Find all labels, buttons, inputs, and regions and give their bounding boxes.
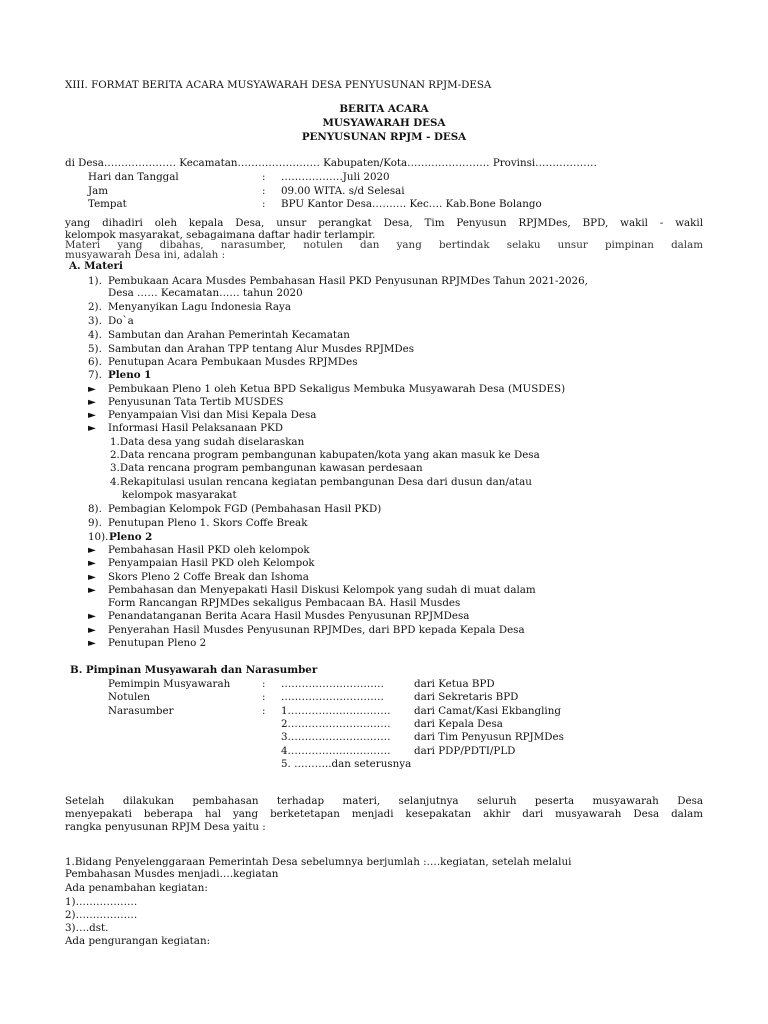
list-item-marker: 6). — [88, 356, 102, 368]
list-item-text: Penyampaian Hasil PKD oleh Kelompok — [108, 557, 315, 569]
bullet-arrow-icon: ► — [88, 409, 96, 421]
bullet-arrow-icon: ► — [88, 396, 96, 408]
role-from: dari Ketua BPD — [414, 678, 495, 690]
closing-line: 2)……………… — [65, 909, 138, 921]
role-fill: 5. ………..dan seterusnya — [281, 758, 412, 770]
details-time-value: 09.00 WITA. s/d Selesai — [281, 185, 405, 197]
list-item-text: Penandatanganan Berita Acara Hasil Musdes Penyusunan RPJMDesa — [108, 610, 470, 622]
details-place-value: BPU Kantor Desa………. Kec…. Kab.Bone Bolango — [281, 198, 542, 210]
closing-line: Ada pengurangan kegiatan: — [65, 935, 211, 947]
list-item-text: Penyampaian Visi dan Misi Kepala Desa — [108, 409, 317, 421]
bullet-arrow-icon: ► — [88, 584, 96, 596]
list-item-text: Do`a — [108, 315, 134, 327]
role-fill: ………………………… — [281, 678, 384, 690]
list-item-text: Penutupan Acara Pembukaan Musdes RPJMDes — [108, 356, 358, 368]
list-item-marker: 9). — [88, 517, 102, 529]
bullet-arrow-icon: ► — [88, 422, 96, 434]
bullet-arrow-icon: ► — [88, 544, 96, 556]
list-item-text: Form Rancangan RPJMDes sekaligus Pembacaan BA. Hasil Musdes — [108, 597, 461, 609]
list-item-text: Sambutan dan Arahan Pemerintah Kecamatan — [108, 329, 350, 341]
list-item-text: Informasi Hasil Pelaksanaan PKD — [108, 422, 283, 434]
list-item-text: 3.Data rencana program pembangunan kawasan perdesaan — [110, 462, 423, 474]
list-item-marker: 2). — [88, 301, 102, 313]
list-item-marker: 3). — [88, 315, 102, 327]
role-fill: ………………………… — [281, 691, 384, 703]
bullet-arrow-icon: ► — [88, 610, 96, 622]
list-item-marker: 5). — [88, 343, 102, 355]
list-item-text: Penutupan Pleno 2 — [108, 637, 207, 649]
list-item-text: Pembahasan Hasil PKD oleh kelompok — [108, 544, 310, 556]
closing-line: Pembahasan Musdes menjadi….kegiatan — [65, 868, 279, 880]
bullet-arrow-icon: ► — [88, 637, 96, 649]
role-sep: : — [262, 678, 266, 690]
closing-line: 3)….dst. — [65, 922, 109, 934]
list-item-marker: 4). — [88, 329, 102, 341]
title-line-1: BERITA ACARA — [339, 103, 429, 115]
list-item-text: Penyerahan Hasil Musdes Penyusunan RPJMDes, dari BPD kepada Kepala Desa — [108, 624, 525, 636]
list-item-marker: 7). — [88, 369, 102, 381]
details-place-label: Tempat — [88, 198, 127, 210]
role-label: Narasumber — [108, 705, 174, 717]
list-item-text: kelompok masyarakat — [122, 489, 237, 501]
list-item-text: Pembukaan Acara Musdes Pembahasan Hasil PKD Penyusunan RPJMDes Tahun 2021-2026, — [108, 275, 588, 287]
intro-line-1: yang dihadiri oleh kepala Desa, unsur perangkat Desa, Tim Penyusun RPJMDes, BPD, wakil - wakil — [65, 217, 703, 229]
list-item-marker: 10). — [88, 531, 109, 543]
closing-line: Ada penambahan kegiatan: — [65, 882, 208, 894]
pleno-2-label: Pleno 2 — [109, 531, 153, 543]
role-from: dari Sekretaris BPD — [414, 691, 519, 703]
section-a-title: A. Materi — [69, 260, 123, 272]
list-item-text: Skors Pleno 2 Coffe Break dan Ishoma — [108, 571, 309, 583]
role-from: dari Kepala Desa — [414, 718, 503, 730]
bullet-arrow-icon: ► — [88, 624, 96, 636]
bullet-arrow-icon: ► — [88, 557, 96, 569]
role-label: Notulen — [108, 691, 150, 703]
role-fill: 2………………………… — [281, 718, 391, 730]
list-item-text: Sambutan dan Arahan TPP tentang Alur Musdes RPJMDes — [108, 343, 415, 355]
role-label: Pemimpin Musyawarah — [108, 678, 231, 690]
list-item-marker: 8). — [88, 503, 102, 515]
intro-line-3: Materi yang dibahas, narasumber, notulen dan yang bertindak selaku unsur pimpinan dalam — [65, 239, 703, 251]
title-line-2: MUSYAWARAH DESA — [322, 117, 446, 129]
bullet-arrow-icon: ► — [88, 383, 96, 395]
document-heading: XIII. FORMAT BERITA ACARA MUSYAWARAH DESA PENYUSUNAN RPJM-DESA — [65, 79, 492, 91]
title-line-3: PENYUSUNAN RPJM - DESA — [301, 131, 467, 143]
list-item-text: Pembagian Kelompok FGD (Pembahasan Hasil PKD) — [108, 503, 382, 515]
details-time-sep: : — [262, 185, 266, 197]
bullet-arrow-icon: ► — [88, 571, 96, 583]
role-from: dari Tim Penyusun RPJMDes — [414, 731, 564, 743]
details-date-value: ………………Juli 2020 — [281, 171, 390, 183]
role-from: dari PDP/PDTI/PLD — [414, 745, 516, 757]
role-from: dari Camat/Kasi Ekbangling — [414, 705, 561, 717]
list-item-text: Penutupan Pleno 1. Skors Coffe Break — [108, 517, 308, 529]
list-item-text: 2.Data rencana program pembangunan kabupaten/kota yang akan masuk ke Desa — [110, 449, 540, 461]
role-fill: 3………………………… — [281, 731, 391, 743]
intro-line-4: musyawarah Desa ini, adalah : — [65, 249, 226, 261]
list-item-text: 1.Data desa yang sudah diselaraskan — [110, 436, 305, 448]
details-time-label: Jam — [88, 185, 109, 197]
role-fill: 4………………………… — [281, 745, 391, 757]
list-item-text: Menyanyikan Lagu Indonesia Raya — [108, 301, 292, 313]
closing-line: 1.Bidang Penyelenggaraan Pemerintah Desa sebelumnya berjumlah :….kegiatan, setelah melalui — [65, 856, 572, 868]
list-item-text: Pembukaan Pleno 1 oleh Ketua BPD Sekaligus Membuka Musyawarah Desa (MUSDES) — [108, 383, 566, 395]
details-place-sep: : — [262, 198, 266, 210]
agreement-line-2: menyepakati beberapa hal yang berketetapan menjadi kesepakatan akhir dari musyawarah Desa dalam — [65, 808, 703, 820]
intro-line-2: kelompok masyarakat, sebagaimana daftar hadir terlampir. — [65, 229, 376, 241]
agreement-line-3: rangka penyusunan RPJM Desa yaitu : — [65, 821, 266, 833]
list-item-text: 4.Rekapitulasi usulan rencana kegiatan pembangunan Desa dari dusun dan/atau — [110, 476, 532, 488]
details-date-label: Hari dan Tanggal — [88, 171, 179, 183]
location-line: di Desa………………… Kecamatan…………………… Kabupaten/Kota…………………… Provinsi……………… — [65, 157, 597, 169]
pleno-1-label: Pleno 1 — [108, 369, 152, 381]
section-b-title: B. Pimpinan Musyawarah dan Narasumber — [70, 664, 318, 676]
details-date-sep: : — [262, 171, 266, 183]
list-item-text: Penyusunan Tata Tertib MUSDES — [108, 396, 284, 408]
role-fill: 1………………………… — [281, 705, 391, 717]
list-item-marker: 1). — [88, 275, 102, 287]
list-item-text: Desa …… Kecamatan…… tahun 2020 — [108, 287, 303, 299]
agreement-line-1: Setelah dilakukan pembahasan terhadap materi, selanjutnya seluruh peserta musyawarah Desa — [65, 795, 703, 807]
role-sep: : — [262, 705, 266, 717]
closing-line: 1)……………… — [65, 896, 138, 908]
role-sep: : — [262, 691, 266, 703]
list-item-text: Pembahasan dan Menyepakati Hasil Diskusi Kelompok yang sudah di muat dalam — [108, 584, 536, 596]
